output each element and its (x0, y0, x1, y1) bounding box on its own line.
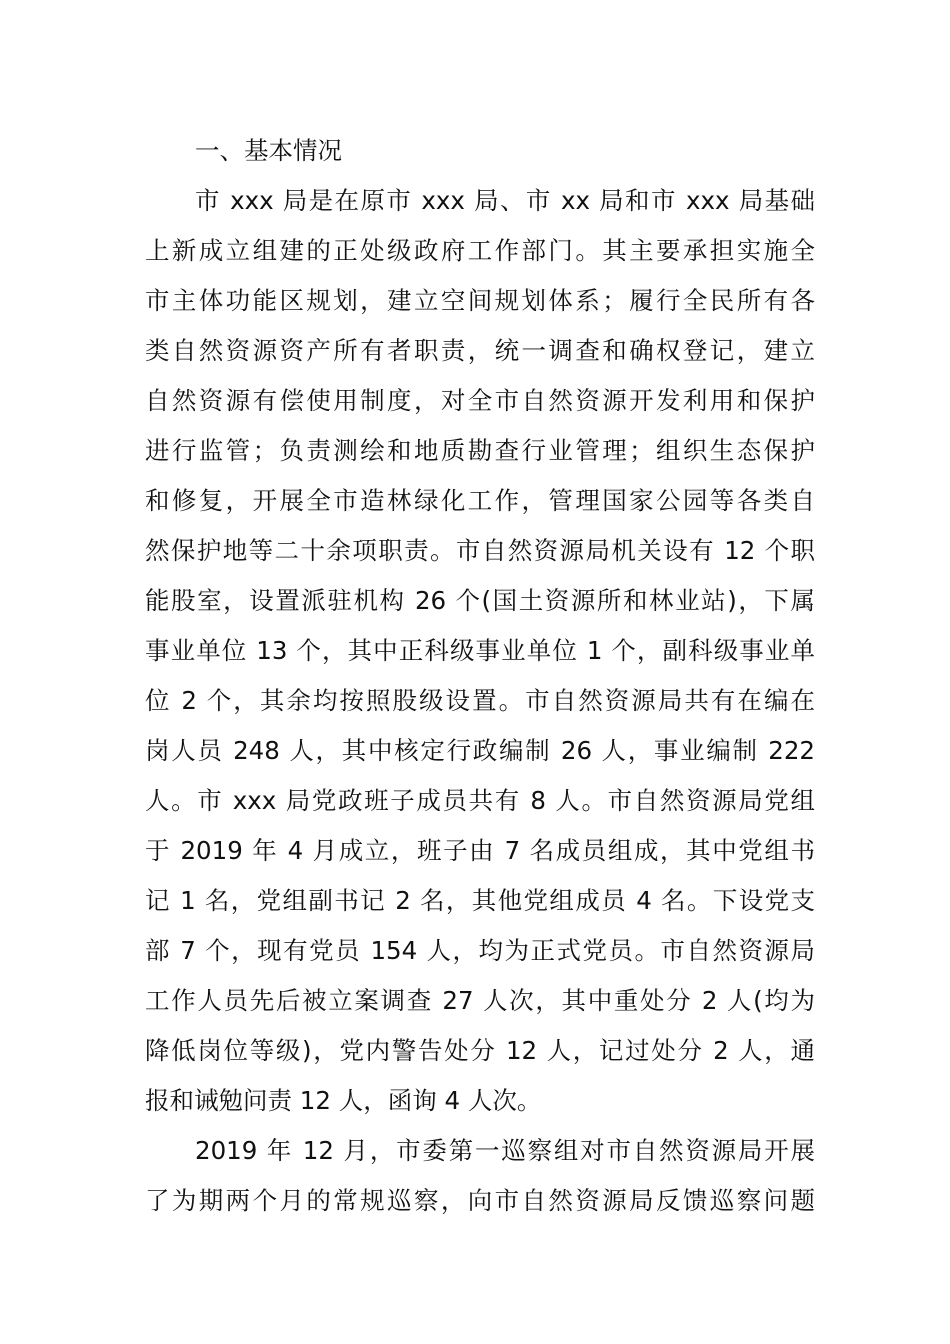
paragraph-line: 进行监管；负责测绘和地质勘查行业管理；组织生态保护 (145, 436, 815, 465)
paragraph-line: 类自然资源资产所有者职责，统一调查和确权登记，建立 (145, 336, 815, 365)
paragraph-line: 位 2 个，其余均按照股级设置。市自然资源局共有在编在 (145, 686, 815, 715)
paragraph-line: 降低岗位等级)，党内警告处分 12 人，记过处分 2 人，通 (145, 1036, 815, 1065)
paragraph-line: 和修复，开展全市造林绿化工作，管理国家公园等各类自 (145, 486, 815, 515)
paragraph-line: 于 2019 年 4 月成立，班子由 7 名成员组成，其中党组书 (145, 836, 815, 865)
paragraph-line: 市 xxx 局是在原市 xxx 局、市 xx 局和市 xxx 局基础 (195, 186, 815, 215)
paragraph-line: 工作人员先后被立案调查 27 人次，其中重处分 2 人(均为 (145, 986, 815, 1015)
paragraph-line: 部 7 个，现有党员 154 人，均为正式党员。市自然资源局 (145, 936, 815, 965)
paragraph-line: 然保护地等二十余项职责。市自然资源局机关设有 12 个职 (145, 536, 815, 565)
paragraph-line: 记 1 名，党组副书记 2 名，其他党组成员 4 名。下设党支 (145, 886, 815, 915)
paragraph-line: 岗人员 248 人，其中核定行政编制 26 人，事业编制 222 (145, 736, 815, 765)
section-heading: 一、基本情况 (195, 136, 342, 165)
paragraph-line: 自然资源有偿使用制度，对全市自然资源开发利用和保护 (145, 386, 815, 415)
paragraph-line: 了为期两个月的常规巡察，向市自然资源局反馈巡察问题 (145, 1186, 815, 1215)
paragraph-line: 市主体功能区规划，建立空间规划体系；履行全民所有各 (145, 286, 815, 315)
paragraph-line: 报和诫勉问责 12 人，函询 4 人次。 (145, 1086, 542, 1115)
paragraph-line: 人。市 xxx 局党政班子成员共有 8 人。市自然资源局党组 (145, 786, 815, 815)
paragraph-line: 能股室，设置派驻机构 26 个(国土资源所和林业站)，下属 (145, 586, 815, 615)
paragraph-line: 事业单位 13 个，其中正科级事业单位 1 个，副科级事业单 (145, 636, 815, 665)
paragraph-line: 上新成立组建的正处级政府工作部门。其主要承担实施全 (145, 236, 815, 265)
paragraph-line: 2019 年 12 月，市委第一巡察组对市自然资源局开展 (195, 1136, 815, 1165)
